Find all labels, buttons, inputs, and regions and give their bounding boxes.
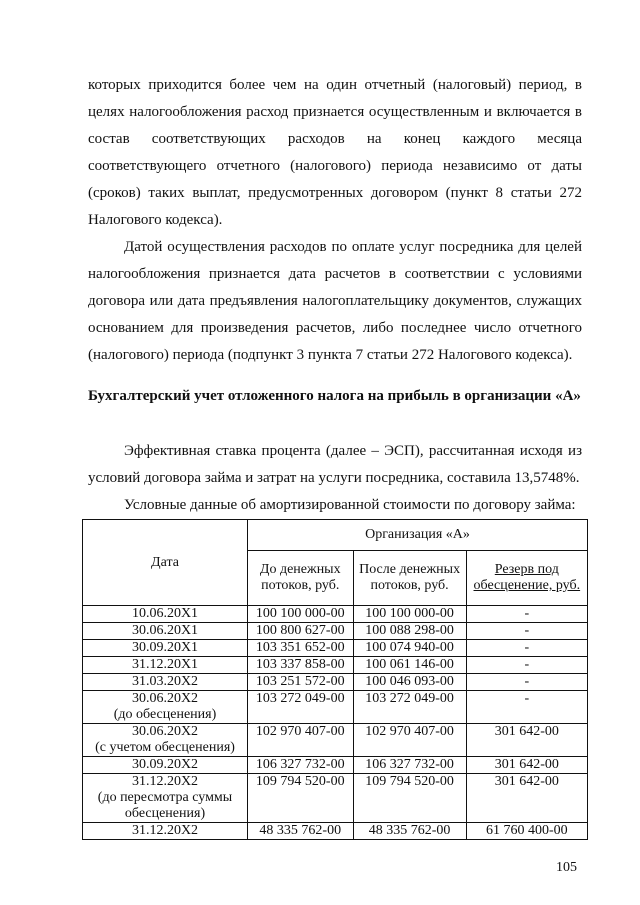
cell-reserve: 301 642-00 (466, 774, 587, 823)
cell-date (83, 623, 248, 640)
cell-date (83, 606, 248, 623)
table-row (83, 823, 588, 840)
cell-reserve: - (466, 623, 587, 640)
cell-before: 103 337 858-00 (248, 657, 354, 674)
header-organization: Организация «А» (248, 520, 588, 551)
date-value: 31.12.20Х2 (131, 823, 199, 838)
amortized-cost-table (82, 519, 588, 840)
cell-after: 100 088 298-00 (353, 623, 466, 640)
date-value: 30.06.20Х1 (131, 623, 199, 638)
table-row (83, 691, 588, 724)
section-heading: Бухгалтерский учет отложенного налога на прибыль в организации «А» (88, 388, 581, 404)
cell-reserve: - (466, 691, 587, 724)
cell-reserve: 301 642-00 (466, 724, 587, 757)
date-value: 30.06.20Х2 (131, 724, 199, 739)
cell-date (83, 724, 248, 757)
date-value: 31.12.20Х2 (131, 774, 199, 789)
table-row (83, 674, 588, 691)
cell-after: 100 046 093-00 (353, 674, 466, 691)
date-note: (до пересмотра суммы обесценения) (97, 790, 233, 821)
cell-after: 109 794 520-00 (353, 774, 466, 823)
cell-date (83, 640, 248, 657)
date-value: 30.09.20Х2 (131, 757, 199, 772)
cell-before: 106 327 732-00 (248, 757, 354, 774)
table-row (83, 774, 588, 823)
header-date: Дата (83, 520, 248, 606)
cell-before: 109 794 520-00 (248, 774, 354, 823)
cell-before: 103 251 572-00 (248, 674, 354, 691)
cell-after: 106 327 732-00 (353, 757, 466, 774)
date-value: 30.06.20Х2 (131, 691, 199, 706)
cell-before: 100 800 627-00 (248, 623, 354, 640)
cell-date (83, 823, 248, 840)
cell-reserve: - (466, 674, 587, 691)
paragraph-expense-date: Датой осуществления расходов по оплате услуг посредника для целей налогообложения признается дата расчетов в соответствии с условиями договора или дата предъявления налогоплательщику документов, служащих основанием для произведения расчетов, либо последнее число отчетного (налогового) периода (подпункт 3 пункта 7 статьи 272 Налогового кодекса). (88, 239, 582, 363)
table-row (83, 623, 588, 640)
header-after-cash-flows: После денежных потоков, руб. (353, 551, 466, 606)
cell-reserve: 301 642-00 (466, 757, 587, 774)
table-row (83, 640, 588, 657)
cell-before: 103 351 652-00 (248, 640, 354, 657)
date-value: 10.06.20Х1 (131, 606, 199, 621)
cell-date (83, 674, 248, 691)
cell-before: 100 100 000-00 (248, 606, 354, 623)
cell-after: 100 074 940-00 (353, 640, 466, 657)
page-number: 105 (556, 860, 577, 875)
paragraph-continuation: которых приходится более чем на один отчетный (налоговый) период, в целях налогообложения расход признается осуществленным и включается в состав соответствующих расходов на конец каждого месяца соответствующего отчетного (налогового) периода независимо от даты (сроков) таких выплат, предусмотренных договором (пункт 8 статьи 272 Налогового кодекса). (88, 77, 582, 228)
cell-after: 100 100 000-00 (353, 606, 466, 623)
date-value: 31.03.20Х2 (131, 674, 199, 689)
cell-before: 102 970 407-00 (248, 724, 354, 757)
table-row (83, 724, 588, 757)
cell-reserve: - (466, 657, 587, 674)
cell-date (83, 657, 248, 674)
date-value: 30.09.20Х1 (131, 640, 199, 655)
cell-after: 103 272 049-00 (353, 691, 466, 724)
date-note: (с учетом обесценения) (95, 740, 235, 755)
cell-reserve: 61 760 400-00 (466, 823, 587, 840)
cell-date (83, 774, 248, 823)
cell-reserve: - (466, 640, 587, 657)
cell-after: 48 335 762-00 (353, 823, 466, 840)
cell-after: 100 061 146-00 (353, 657, 466, 674)
table-row (83, 657, 588, 674)
paragraph-effective-rate: Эффективная ставка процента (далее – ЭСП), рассчитанная исходя из условий договора займа и затрат на услуги посредника, составила 13,5748%. (88, 443, 582, 486)
header-impairment-reserve-label: Резерв под обесценение, руб. (473, 562, 581, 593)
table-body (83, 606, 588, 840)
cell-before: 48 335 762-00 (248, 823, 354, 840)
cell-reserve: - (466, 606, 587, 623)
cell-date (83, 691, 248, 724)
table-row (83, 606, 588, 623)
table-row (83, 757, 588, 774)
cell-before: 103 272 049-00 (248, 691, 354, 724)
date-value: 31.12.20Х1 (131, 657, 199, 672)
cell-after: 102 970 407-00 (353, 724, 466, 757)
table-caption: Условные данные об амортизированной стоимости по договору займа: (124, 497, 576, 513)
header-impairment-reserve (466, 551, 587, 606)
date-note: (до обесценения) (113, 707, 217, 722)
header-before-cash-flows: До денежных потоков, руб. (248, 551, 354, 606)
cell-date (83, 757, 248, 774)
